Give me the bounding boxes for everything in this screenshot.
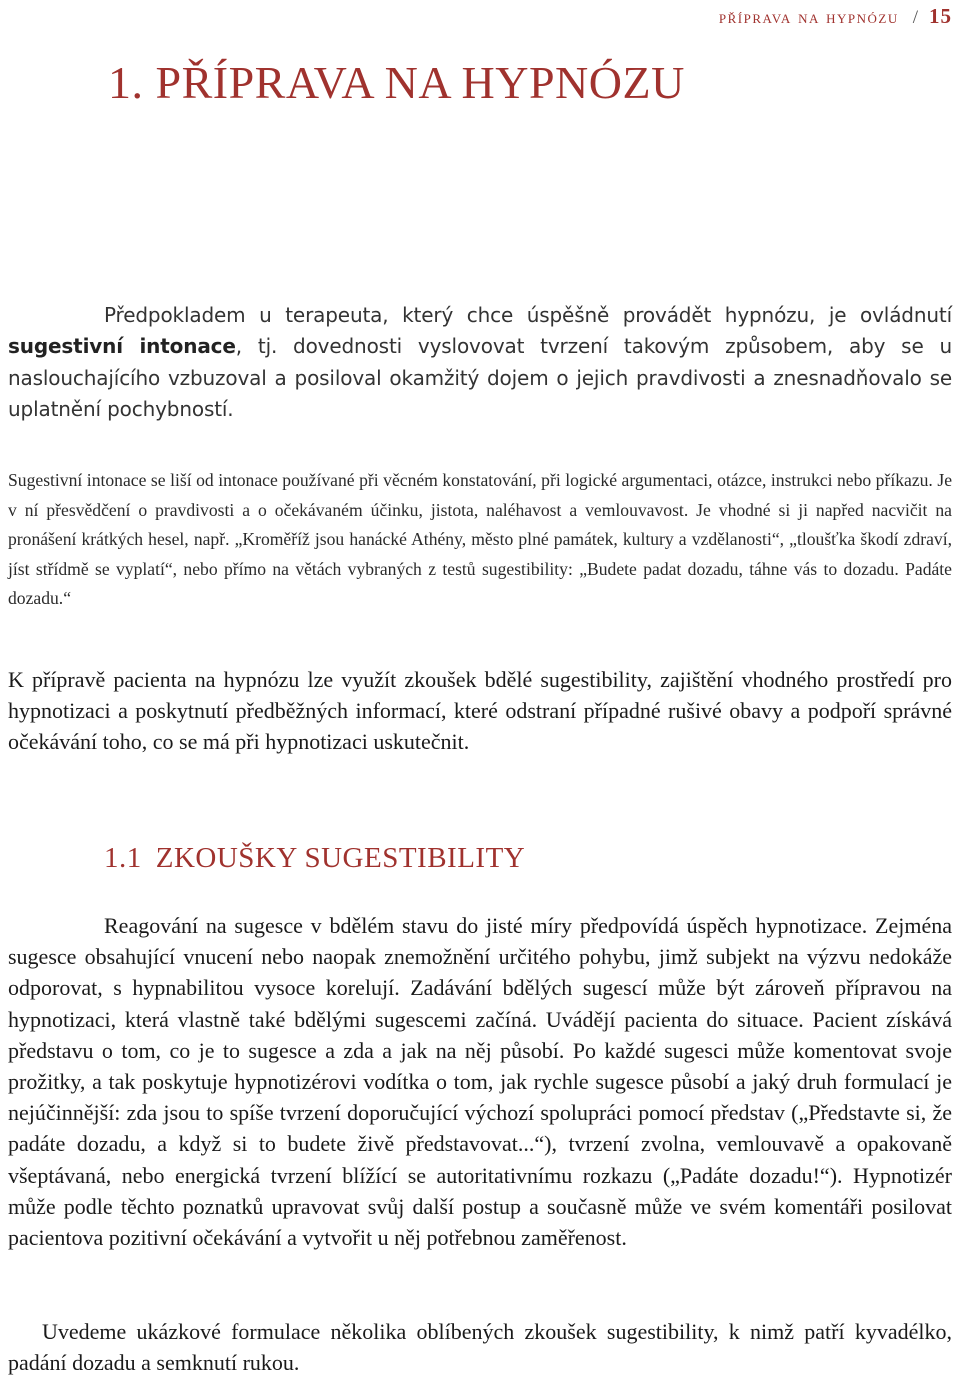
chapter-title: 1. PŘÍPRAVA NA HYPNÓZU bbox=[108, 57, 685, 108]
preparation-paragraph: K přípravě pacienta na hypnózu lze využít zkoušek bdělé sugestibility, zajištění vhodného prostředí pro hypnotizaci a poskytnutí předběžných informací, které odstraní případné rušivé obavy a podpoří správné očekávání toho, co se má při hypnotizaci uskutečnit. bbox=[8, 667, 952, 755]
intro-term: sugestivní intonace bbox=[8, 334, 236, 359]
running-header bbox=[719, 4, 952, 29]
note-paragraph: Sugestivní intonace se liší od intonace používané při věcném konstatování, při logické argumentaci, otázce, instrukci nebo příkazu. Je v ní přesvědčení o pravdivosti a o očekávaném účinku, jistota, naléhavost a vemlouvavost. Je vhodné si ji napřed nacvičit na pronášení krátkých hesel, např. „Kroměříž jsou hanácké Athény, město plné památek, kultury a vzdělanosti“, „tloušťka škodí zdraví, jíst střídmě se vyplatí“, nebo přímo na větách vybraných z testů sugestibility: „Budete padat dozadu, táhne vás to dozadu. Padáte dozadu.“ bbox=[8, 470, 952, 608]
section-heading bbox=[104, 842, 525, 875]
examples-intro-paragraph: Uvedeme ukázkové formulace několika oblíbených zkoušek sugestibility, k nimž patří kyvadélko, padání dozadu a semknutí rukou. bbox=[8, 1319, 952, 1376]
section-number: 1.1 bbox=[104, 842, 142, 874]
intro-paragraph bbox=[8, 300, 952, 426]
page-number: 15 bbox=[929, 4, 952, 28]
running-title: příprava na hypnózu bbox=[718, 7, 899, 28]
header-separator: / bbox=[912, 7, 919, 28]
section-title: ZKOUŠKY SUGESTIBILITY bbox=[155, 842, 526, 874]
suggestibility-paragraph: Reagování na sugesce v bdělém stavu do jisté míry předpovídá úspěch hypnotizace. Zejména sugesce obsahující vnucení nebo naopak znemožnění určitého pohybu, jimž subjekt na výzvu nedokáže odporovat, s hypnabilitou vysoce korelují. Zadávání bdělých sugescí může být zároveň přípravou na hypnotizaci, která vlastně také bdělými sugescemi začíná. Uvádějí pacienta do situace. Pacient získává představu o tom, co je to sugesce a zda a jak na něj působí. Po každé sugesci může komentovat svoje prožitky, a tak poskytuje hypnotizérovi vodítka o tom, jak rychle sugesce působí a jaký druh formulací je nejúčinnější: zda jsou to spíše tvrzení doporučující výchozí spolupráci pomocí představ („Představte si, že padáte dozadu, a když si to budete živě představovat...“), tvrzení zvolna, vemlouvavě a opakovaně všeptávaná, nebo energická tvrzení blížící se autoritativnímu rozkazu („Padáte dozadu!“). Hypnotizér může podle těchto poznatků upravovat svůj další postup a současně může ve svém komentáři posilovat pacientova pozitivní očekávání a vytvořit u něj potřebnou zaměřenost. bbox=[8, 913, 952, 1251]
intro-text-before: Předpokladem u terapeuta, který chce úspěšně provádět hypnózu, je ovládnutí bbox=[104, 303, 952, 327]
intro-text-after: , tj. dovednosti vyslovovat tvrzení takovým způsobem, aby se u naslouchajícího vzbuzoval a posiloval okamžitý dojem o jejich pravdivosti a znesnadňovalo se uplatnění pochybností. bbox=[8, 334, 952, 422]
